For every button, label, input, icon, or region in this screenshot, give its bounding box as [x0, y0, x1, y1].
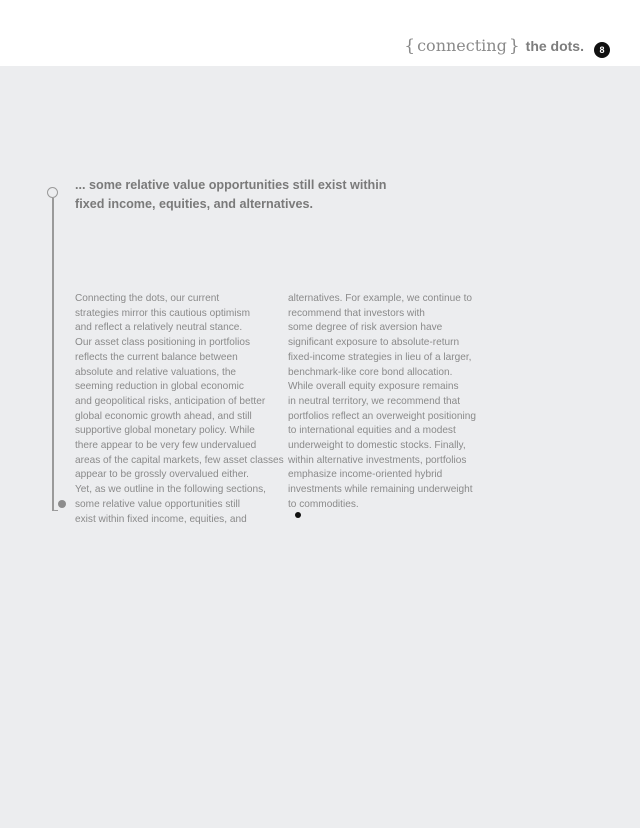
body-line: absolute and relative valuations, the [75, 366, 237, 378]
body-line: supportive global monetary policy. While [75, 425, 255, 437]
body-line: Yet, as we outline in the following sections, [75, 484, 266, 496]
body-line: portfolios reflect an overweight positioning [288, 410, 476, 422]
body-line: to international equities and a modest [288, 425, 456, 437]
timeline-end-dot-icon [58, 500, 66, 508]
body-line: reflects the current balance between [75, 351, 238, 363]
body-line: emphasize income-oriented hybrid [288, 469, 443, 481]
brand-tagline: the dots. [525, 38, 584, 54]
body-line: some relative value opportunities still [75, 498, 240, 510]
body-line: there appear to be very few undervalued [75, 440, 257, 452]
body-line: benchmark-like core bond allocation. [288, 366, 453, 378]
body-line: global economic growth ahead, and still [75, 410, 252, 422]
body-line: strategies mirror this cautious optimism [75, 307, 251, 319]
end-of-article-dot-icon [295, 512, 301, 518]
body-line: underweight to domestic stocks. Finally, [288, 440, 466, 452]
body-line: some degree of risk aversion have [288, 322, 443, 334]
body-line: and reflect a relatively neutral stance. [75, 322, 243, 334]
body-line: in neutral territory, we recommend that [288, 395, 461, 407]
body-line: alternatives. For example, we continue to [288, 293, 473, 304]
body-line: areas of the capital markets, few asset classes [75, 454, 284, 466]
pull-quote-headline [75, 176, 415, 214]
brand-bracket-open: { [404, 36, 416, 56]
body-line: Connecting the dots, our current [75, 293, 220, 304]
body-line: Our asset class positioning in portfolios [75, 337, 251, 349]
timeline-hook [52, 504, 58, 511]
brand-logo [404, 36, 584, 56]
body-line: investments while remaining underweight [288, 484, 473, 496]
body-line: appear to be grossly overvalued either. [75, 469, 249, 481]
body-line-last [288, 498, 493, 519]
page-number-badge: 8 [594, 42, 610, 58]
brand-word: connecting [417, 36, 507, 55]
body-line-text: to commodities. [288, 498, 359, 510]
body-column-right [288, 292, 493, 519]
headline-line: fixed income, equities, and alternatives. [75, 197, 313, 211]
body-line: within alternative investments, portfolios [288, 454, 467, 466]
body-line: While overall equity exposure remains [288, 381, 459, 393]
body-line: and geopolitical risks, anticipation of better [75, 395, 266, 407]
brand-bracket-close: } [508, 36, 520, 56]
page-header [0, 0, 640, 66]
timeline-start-circle-icon [47, 187, 58, 198]
headline-line: ... some relative value opportunities still exist within [75, 178, 387, 192]
body-line: fixed-income strategies in lieu of a larger, [288, 351, 472, 363]
body-line: significant exposure to absolute-return [288, 337, 460, 349]
body-line: exist within fixed income, equities, and [75, 513, 247, 525]
timeline-rule [52, 198, 54, 511]
body-line: recommend that investors with [288, 307, 425, 319]
body-column-left [75, 292, 284, 527]
body-line: seeming reduction in global economic [75, 381, 244, 393]
